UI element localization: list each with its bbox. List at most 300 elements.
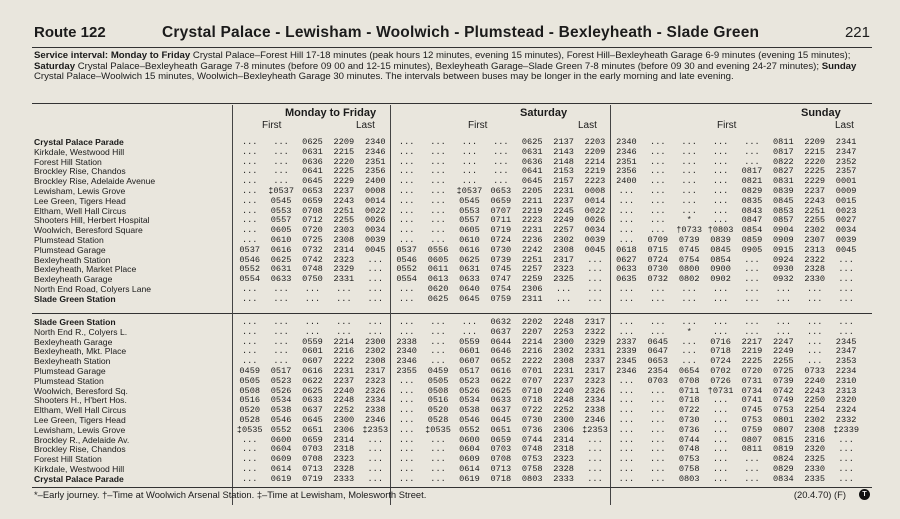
time-cell: ... <box>398 176 415 187</box>
time-cell: 0546 <box>270 414 292 425</box>
london-transport-logo: T <box>859 489 870 500</box>
time-cell: 0022 <box>584 205 606 216</box>
footnote-text: *–Early journey. †–Time at Woolwich Arsenal Station. ‡–Time at Lewisham, Molesworth Street. <box>34 489 427 500</box>
time-cell: 0857 <box>773 215 794 226</box>
time-cell: ... <box>398 395 415 406</box>
time-cell: 2225 <box>333 166 355 177</box>
time-cell: 2237 <box>333 185 355 196</box>
time-cell: ... <box>367 274 383 285</box>
time-cell: 0703 <box>647 375 669 386</box>
time-cell: ... <box>618 473 635 484</box>
time-cell: 2248 <box>333 395 355 406</box>
time-cell: 2148 <box>553 156 574 167</box>
time-cell: ... <box>430 166 446 177</box>
time-cell: ... <box>367 434 383 445</box>
time-cell: 2356 <box>364 166 386 177</box>
time-cell: 2339 <box>616 346 637 357</box>
time-cell: ... <box>398 424 415 435</box>
time-cell: 2346 <box>616 146 637 157</box>
time-cell: 0829 <box>773 463 794 474</box>
time-cell: 0034 <box>364 225 386 236</box>
time-cell: 2143 <box>553 146 574 157</box>
time-cell: 0739 <box>773 375 794 386</box>
time-cell: 0641 <box>521 166 543 177</box>
time-cell: ... <box>618 405 635 416</box>
time-cell: 0552 <box>270 424 292 435</box>
time-cell: ... <box>744 254 760 265</box>
time-cell: ... <box>493 146 509 157</box>
time-cell: ... <box>493 156 509 167</box>
time-cell: 0834 <box>773 473 794 484</box>
time-cell: ... <box>241 283 258 294</box>
time-cell: 2317 <box>553 254 574 265</box>
time-cell: †0731 <box>707 385 734 396</box>
time-cell: 0904 <box>773 225 794 236</box>
time-cell: 0614 <box>270 463 292 474</box>
time-cell: 2219 <box>521 205 543 216</box>
time-cell: ... <box>461 156 478 167</box>
departure-times <box>234 318 870 328</box>
time-cell: ... <box>681 356 697 367</box>
time-cell: 2314 <box>333 434 355 445</box>
time-cell: 0636 <box>302 156 323 167</box>
time-cell: ... <box>650 185 666 196</box>
time-cell: 0552 <box>239 264 261 275</box>
time-cell: 2325 <box>804 454 826 465</box>
time-cell: 0607 <box>302 356 323 367</box>
time-cell: ... <box>838 293 854 304</box>
time-cell: ... <box>618 317 635 327</box>
time-cell: 0008 <box>364 185 386 196</box>
time-cell: 0505 <box>239 375 261 386</box>
time-cell: 2240 <box>804 375 826 386</box>
stop-name: Bexleyheath Garage <box>34 275 113 285</box>
time-cell: ... <box>304 293 321 304</box>
time-cell: 2236 <box>521 234 543 245</box>
stop-name: Forest Hill Station <box>34 455 102 465</box>
time-cell: ... <box>650 463 666 474</box>
time-cell: 2229 <box>804 176 826 187</box>
time-cell: 0646 <box>490 346 512 357</box>
outbound-table <box>34 138 870 305</box>
time-cell: 0610 <box>459 234 480 245</box>
time-cell: ... <box>430 234 446 245</box>
column-head-sun: Sunday <box>801 107 841 119</box>
time-cell: ... <box>618 414 635 425</box>
time-cell: 0731 <box>741 375 763 386</box>
time-cell: 0711 <box>490 215 512 226</box>
time-cell: 0843 <box>741 205 763 216</box>
time-cell: 0625 <box>302 385 323 396</box>
time-cell: ... <box>712 317 729 327</box>
time-cell: †0803 <box>707 225 734 236</box>
time-cell: 0829 <box>741 185 763 196</box>
time-cell: 0839 <box>773 185 794 196</box>
time-cell: 2313 <box>804 244 826 255</box>
time-cell: ... <box>681 336 697 347</box>
time-cell: 0905 <box>741 244 763 255</box>
time-cell: 0027 <box>835 215 857 226</box>
time-cell: 2243 <box>804 385 826 396</box>
time-cell: 2234 <box>835 365 857 376</box>
column-head-sat: Saturday <box>520 107 568 119</box>
time-cell: ... <box>618 375 635 386</box>
time-cell: 2347 <box>835 146 857 157</box>
time-cell: ... <box>712 444 729 455</box>
time-cell: 2251 <box>804 205 826 216</box>
stop-name: Plumstead Station <box>34 235 104 245</box>
time-cell: ... <box>650 215 666 226</box>
time-cell: ... <box>273 293 289 304</box>
time-cell: ... <box>493 137 509 147</box>
time-cell: ... <box>744 317 760 327</box>
time-cell: ... <box>650 137 666 147</box>
time-cell: 0724 <box>710 356 731 367</box>
time-cell: ... <box>587 293 603 304</box>
time-cell: 0559 <box>302 336 323 347</box>
time-cell: 0517 <box>270 365 292 376</box>
stop-name: Forest Hill Station <box>34 157 102 167</box>
sat-text: Crystal Palace–Bexleyheath Garage 7-8 minutes (before 09 00 and 12-15 minutes), Bexleyheath Garage–Slade Green 7-8 minutes (before 09 30 and evening 24-27 minutes); <box>75 60 822 72</box>
sun-label: Sunday <box>821 60 857 72</box>
time-cell: 0718 <box>490 473 512 484</box>
time-cell: 2252 <box>333 405 355 416</box>
time-cell: 0538 <box>459 405 480 416</box>
departure-times <box>234 475 870 485</box>
time-cell: 0742 <box>302 254 323 265</box>
time-cell: 0616 <box>270 244 292 255</box>
time-cell: 0718 <box>710 346 731 357</box>
time-cell: 0854 <box>741 225 763 236</box>
time-cell: ... <box>838 274 854 285</box>
time-cell: 0026 <box>584 215 606 226</box>
time-cell: ... <box>618 434 635 445</box>
time-cell: ... <box>241 444 258 455</box>
time-cell: ... <box>398 156 415 167</box>
time-cell: 2341 <box>835 137 857 147</box>
time-cell: ... <box>618 385 635 396</box>
time-cell: 0631 <box>302 146 323 157</box>
time-cell: 2300 <box>553 336 574 347</box>
time-cell: ... <box>712 195 729 206</box>
time-cell: 0647 <box>647 346 669 357</box>
time-cell: ... <box>430 205 446 216</box>
time-cell: ... <box>587 264 603 275</box>
time-cell: 0802 <box>678 274 700 285</box>
stop-name: Bexleyheath Station <box>34 255 111 265</box>
footnotes <box>34 489 870 500</box>
time-cell: ... <box>838 254 854 265</box>
time-cell: ... <box>712 137 729 147</box>
time-cell: 0616 <box>490 365 512 376</box>
time-cell: ... <box>587 473 603 484</box>
stop-name: Brockley Rise, Chandos <box>34 445 126 455</box>
time-cell: 2318 <box>333 444 355 455</box>
time-cell: 0637 <box>490 326 512 337</box>
time-cell: 0039 <box>364 234 386 245</box>
time-cell: ... <box>398 326 415 337</box>
time-cell: ... <box>430 473 446 484</box>
time-cell: 0645 <box>459 293 480 304</box>
time-cell: ... <box>430 225 446 236</box>
time-cell: 2337 <box>584 356 606 367</box>
time-cell: 2306 <box>553 424 574 435</box>
time-cell: ... <box>838 434 854 445</box>
time-cell: ... <box>744 293 760 304</box>
time-cell: 0015 <box>835 195 857 206</box>
time-cell: 0633 <box>459 274 480 285</box>
time-cell: 0900 <box>710 264 731 275</box>
time-cell: 0730 <box>490 244 512 255</box>
time-cell: 0758 <box>678 463 700 474</box>
time-cell: ... <box>838 473 854 484</box>
time-cell: 0609 <box>270 454 292 465</box>
time-cell: ... <box>618 225 635 236</box>
time-cell: 2346 <box>364 414 386 425</box>
time-cell: 0552 <box>459 424 480 435</box>
time-cell: ... <box>398 444 415 455</box>
time-cell: ... <box>398 137 415 147</box>
time-cell: 2209 <box>333 137 355 147</box>
time-cell: ‡0537 <box>268 185 294 196</box>
time-cell: ... <box>241 195 258 206</box>
time-cell: 2323 <box>333 254 355 265</box>
time-cell: 0659 <box>302 195 323 206</box>
time-cell: ... <box>712 156 729 167</box>
time-cell: 0720 <box>302 225 323 236</box>
time-cell: ... <box>398 146 415 157</box>
time-cell: 0605 <box>459 225 480 236</box>
time-cell: 0644 <box>490 336 512 347</box>
time-cell: 0732 <box>647 274 669 285</box>
time-cell: 0034 <box>835 225 857 236</box>
time-cell: 2328 <box>553 463 574 474</box>
time-cell: 2331 <box>584 346 606 357</box>
time-cell: 0528 <box>427 414 449 425</box>
time-cell: ... <box>712 215 729 226</box>
time-cell: 0748 <box>678 444 700 455</box>
time-cell: 0637 <box>302 405 323 416</box>
time-cell: 2333 <box>553 473 574 484</box>
time-cell: ... <box>650 414 666 425</box>
time-cell: 0817 <box>773 146 794 157</box>
time-cell: ... <box>650 195 666 206</box>
time-cell: 2157 <box>553 176 574 187</box>
time-cell: ... <box>398 225 415 236</box>
time-cell: ... <box>241 146 258 157</box>
time-cell: ... <box>712 405 729 416</box>
time-cell: 2323 <box>584 375 606 386</box>
time-cell: 2324 <box>835 405 857 416</box>
time-cell: 2302 <box>804 225 826 236</box>
time-cell: 2257 <box>521 264 543 275</box>
time-cell: ... <box>493 176 509 187</box>
time-cell: 2302 <box>804 414 826 425</box>
time-cell: 2323 <box>553 264 574 275</box>
time-cell: ... <box>430 346 446 357</box>
time-cell: 0748 <box>521 444 543 455</box>
time-cell: ... <box>838 463 854 474</box>
time-cell: 0641 <box>302 166 323 177</box>
time-cell: 2217 <box>741 336 763 347</box>
time-cell: ... <box>241 463 258 474</box>
time-cell: 0645 <box>521 176 543 187</box>
time-cell: 0739 <box>490 254 512 265</box>
time-cell: 2314 <box>333 244 355 255</box>
time-cell: 0759 <box>490 293 512 304</box>
time-cell: 0625 <box>270 254 292 265</box>
time-cell: 0545 <box>270 195 292 206</box>
time-cell: ‡0537 <box>456 185 483 196</box>
header-rule <box>32 103 872 104</box>
column-divider <box>610 105 611 505</box>
stop-name: Lee Green, Tigers Head <box>34 196 126 206</box>
time-cell: ... <box>461 146 478 157</box>
time-cell: 0618 <box>616 244 637 255</box>
time-cell: ... <box>430 146 446 157</box>
time-cell: 0620 <box>427 283 449 294</box>
time-cell: 2303 <box>333 225 355 236</box>
stop-name: Eltham, Well Hall Circus <box>34 406 127 416</box>
time-cell: 0732 <box>302 244 323 255</box>
time-cell: ... <box>430 176 446 187</box>
departure-times <box>234 285 870 295</box>
time-cell: 0619 <box>459 473 480 484</box>
time-cell: 0708 <box>490 454 512 465</box>
time-cell: ... <box>587 434 603 445</box>
time-cell: ... <box>367 254 383 265</box>
time-cell: 0853 <box>773 205 794 216</box>
time-cell: 0459 <box>239 365 261 376</box>
time-cell: 0750 <box>302 274 323 285</box>
time-cell: ... <box>304 326 321 337</box>
time-cell: 0616 <box>302 365 323 376</box>
time-cell: ... <box>241 434 258 445</box>
time-cell: 0754 <box>490 283 512 294</box>
time-cell: ... <box>367 473 383 484</box>
time-cell: 0730 <box>678 414 700 425</box>
time-cell: ... <box>806 356 823 367</box>
time-cell: 0622 <box>490 375 512 386</box>
time-cell: 0625 <box>521 137 543 147</box>
time-cell: 2325 <box>553 274 574 285</box>
time-cell: 0604 <box>270 444 292 455</box>
time-cell: 2223 <box>584 176 606 187</box>
time-cell: ... <box>806 293 823 304</box>
time-cell: ... <box>838 326 854 337</box>
time-cell: ... <box>838 454 854 465</box>
time-cell: 0613 <box>427 274 449 285</box>
time-cell: 0605 <box>270 225 292 236</box>
time-cell: 0708 <box>678 375 700 386</box>
time-cell: ... <box>587 454 603 465</box>
time-cell: 0733 <box>804 365 826 376</box>
time-cell: 0520 <box>427 405 449 416</box>
time-cell: 0753 <box>741 414 763 425</box>
time-cell: ... <box>461 317 478 327</box>
time-cell: ... <box>273 326 289 337</box>
time-cell: ... <box>744 454 760 465</box>
time-cell: 2335 <box>804 473 826 484</box>
time-cell: 0546 <box>396 254 417 265</box>
time-cell: ... <box>650 424 666 435</box>
time-cell: 0601 <box>459 346 480 357</box>
time-cell: 0847 <box>741 215 763 226</box>
time-cell: 0748 <box>302 264 323 275</box>
time-cell: 0811 <box>773 137 794 147</box>
time-cell: ... <box>681 137 697 147</box>
time-cell: ... <box>430 463 446 474</box>
time-cell: ... <box>398 195 415 206</box>
time-cell: ... <box>241 454 258 465</box>
time-cell: ... <box>712 185 729 196</box>
time-cell: 0930 <box>773 264 794 275</box>
service-interval <box>34 51 870 83</box>
departure-times <box>234 295 870 305</box>
time-cell: ... <box>430 137 446 147</box>
time-cell: ... <box>273 336 289 347</box>
mf-last-label: Last <box>356 120 375 131</box>
time-cell: 2334 <box>584 395 606 406</box>
time-cell: 2255 <box>773 356 794 367</box>
time-cell: 0707 <box>521 375 543 386</box>
time-cell: 0516 <box>427 395 449 406</box>
time-cell: 2302 <box>553 346 574 357</box>
time-cell: 0736 <box>678 424 700 435</box>
time-cell: 0932 <box>773 274 794 285</box>
time-cell: 2248 <box>553 317 574 327</box>
time-cell: 0718 <box>521 395 543 406</box>
time-cell: 2346 <box>396 356 417 367</box>
time-cell: ... <box>430 185 446 196</box>
time-cell: ... <box>367 326 383 337</box>
time-cell: 0845 <box>773 195 794 206</box>
time-cell: ... <box>241 166 258 177</box>
time-cell: 2340 <box>396 346 417 357</box>
time-cell: ... <box>681 195 697 206</box>
time-cell: ... <box>398 317 415 327</box>
time-cell: ... <box>273 166 289 177</box>
stop-name: Shooters Hill, Herbert Hospital <box>34 216 150 226</box>
time-cell: ... <box>273 356 289 367</box>
time-cell: ... <box>555 293 572 304</box>
time-cell: ... <box>681 146 697 157</box>
time-cell: 2214 <box>521 336 543 347</box>
time-cell: 0022 <box>364 205 386 216</box>
time-cell: ... <box>273 146 289 157</box>
time-cell: ... <box>398 454 415 465</box>
time-cell: 0744 <box>521 434 543 445</box>
time-cell: ... <box>650 156 666 167</box>
time-cell: 2337 <box>616 336 637 347</box>
departure-times <box>234 275 870 285</box>
time-cell: 0616 <box>459 244 480 255</box>
time-cell: 0801 <box>773 414 794 425</box>
time-cell: ... <box>461 176 478 187</box>
time-cell: ... <box>430 454 446 465</box>
time-cell: 0859 <box>741 234 763 245</box>
time-cell: 0708 <box>302 205 323 216</box>
time-cell: 2310 <box>835 375 857 386</box>
time-cell: 0517 <box>459 365 480 376</box>
time-cell: 2302 <box>553 234 574 245</box>
time-cell: 2326 <box>364 385 386 396</box>
time-cell: 2345 <box>835 336 857 347</box>
time-cell: 0653 <box>490 185 512 196</box>
time-cell: 0631 <box>459 264 480 275</box>
time-cell: ... <box>744 264 760 275</box>
stop-name: Woolwich, Beresford Square <box>34 226 143 236</box>
